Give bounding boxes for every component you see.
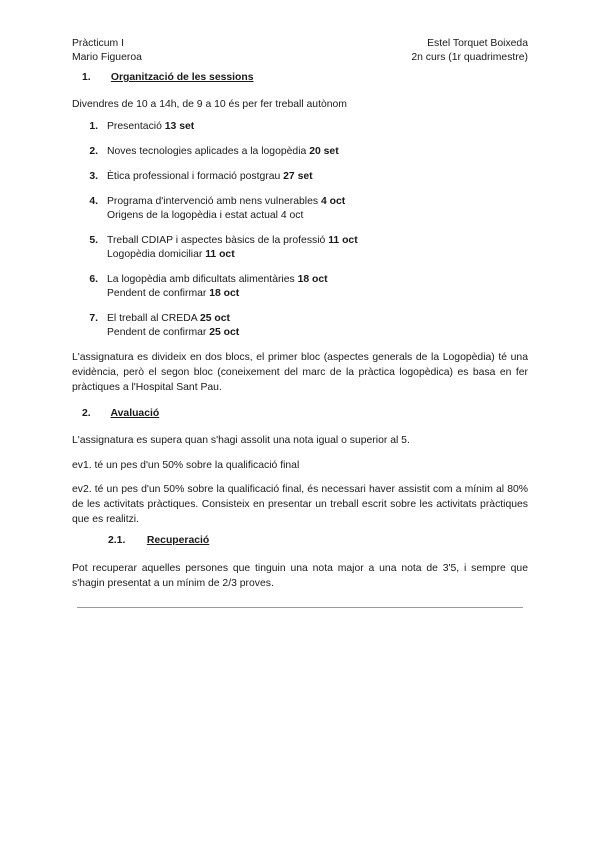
session-date: 13 set [164, 121, 195, 132]
session-date: 11 oct [328, 235, 358, 246]
session-item [72, 195, 528, 223]
session-date: 18 oct [297, 274, 328, 285]
page-header [72, 37, 528, 65]
session-number: 2. [89, 146, 98, 157]
session-number: 6. [89, 274, 98, 285]
session-number: 3. [89, 171, 98, 182]
session-item [72, 145, 528, 159]
session-subtitle: Pendent de confirmar [107, 288, 210, 299]
subsection-2-1-number: 2.1. [108, 535, 126, 546]
header-author: Estel Torquet Boixeda [427, 38, 528, 49]
section-2-title: Avaluació [110, 408, 160, 419]
section-2-number: 2. [82, 408, 91, 419]
session-item [72, 312, 528, 340]
section-2-heading [72, 408, 159, 419]
session-date: 4 oct [320, 196, 346, 207]
session-item [72, 170, 528, 184]
header-course: Pràcticum I [72, 38, 124, 49]
section-1-title: Organització de les sessions [110, 72, 254, 83]
blocks-summary: L'assignatura es divideix en dos blocs, el primer bloc (aspectes generals de la Logopèdia) té una evidència, però el segon bloc (coneixement del marc de la pràctica logopèdica) es basa en fer pràctiques a l'Hospital Sant Pau. [72, 352, 528, 393]
section-1-heading [72, 72, 254, 83]
session-date: 27 set [283, 171, 313, 182]
session-title: El treball al CREDA [107, 313, 200, 324]
evaluation-2: ev2. té un pes d'un 50% sobre la qualificació final, és necessari haver assistit com a mínim al 80% de les activitats pràctiques. Consisteix en presentar un treball escrit sobre les activitats pràctiques que es realitzi. [72, 484, 528, 525]
session-subtitle: Pendent de confirmar [107, 327, 210, 338]
subsection-2-1-heading [108, 535, 209, 546]
pass-criteria: L'assignatura es supera quan s'hagi assolit una nota igual o superior al 5. [72, 435, 410, 446]
session-date: 25 oct [199, 313, 231, 324]
session-subtitle: Logopèdia domiciliar [107, 249, 206, 260]
header-term: 2n curs (1r quadrimestre) [411, 52, 528, 63]
session-number: 1. [89, 121, 98, 132]
session-title: Noves tecnologies aplicades a la logopèdia [107, 146, 310, 157]
session-subtitle-date: 11 oct [205, 249, 235, 260]
session-subtitle-date: 25 oct [209, 327, 240, 338]
session-title: Programa d'intervenció amb nens vulnerables [107, 196, 321, 207]
session-item [72, 120, 528, 134]
recovery-text: Pot recuperar aquelles persones que tinguin una nota major a una nota de 3'5, i sempre que s'hagin presentat a un mínim de 2/3 proves. [72, 563, 528, 589]
session-title: Presentació [107, 121, 165, 132]
session-subtitle: Origens de la logopèdia i estat actual 4 oct [107, 210, 304, 221]
horizontal-divider [77, 607, 523, 608]
session-list [72, 120, 528, 351]
evaluation-1: ev1. té un pes d'un 50% sobre la qualificació final [72, 460, 300, 471]
section-1-number: 1. [82, 72, 91, 83]
session-number: 5. [89, 235, 98, 246]
session-subtitle-date: 18 oct [209, 288, 240, 299]
session-item [72, 273, 528, 301]
session-number: 7. [89, 313, 98, 324]
session-item [72, 234, 528, 262]
session-title: Ètica professional i formació postgrau [107, 171, 284, 182]
session-title: La logopèdia amb dificultats alimentàries [107, 274, 298, 285]
subsection-2-1-title: Recuperació [146, 535, 210, 546]
session-title: Treball CDIAP i aspectes bàsics de la professió [107, 235, 329, 246]
session-number: 4. [89, 196, 98, 207]
header-teacher: Mario Figueroa [72, 52, 142, 63]
session-date: 20 set [309, 146, 339, 157]
schedule-intro: Divendres de 10 a 14h, de 9 a 10 és per fer treball autònom [72, 99, 347, 110]
